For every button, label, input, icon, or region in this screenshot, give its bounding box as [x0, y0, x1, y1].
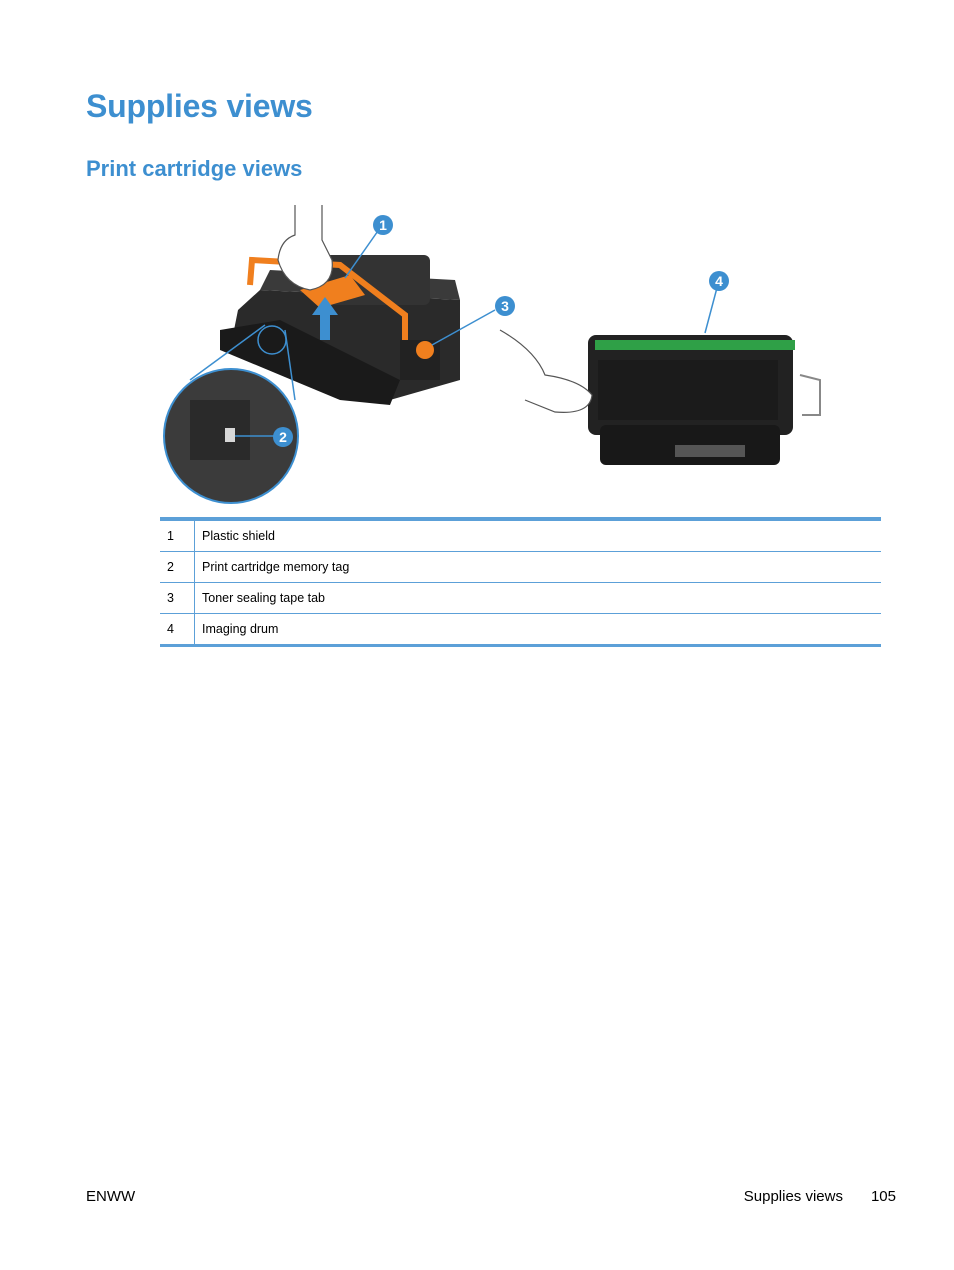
callout-description: Print cartridge memory tag	[195, 552, 882, 583]
callout-number: 3	[160, 583, 195, 614]
page-number: 105	[870, 1188, 896, 1205]
footer-section	[744, 1188, 896, 1205]
table-row	[160, 519, 881, 552]
cartridge-illustration	[160, 200, 840, 512]
svg-text:4: 4	[715, 273, 723, 289]
right-cartridge	[500, 330, 820, 465]
callout-number: 4	[160, 614, 195, 646]
svg-text:2: 2	[279, 429, 287, 445]
callout-number: 1	[160, 519, 195, 552]
callout-description: Plastic shield	[195, 519, 882, 552]
table-row	[160, 552, 881, 583]
callout-description: Toner sealing tape tab	[195, 583, 882, 614]
svg-text:3: 3	[501, 298, 509, 314]
callout-legend-table	[160, 517, 881, 647]
page-title: Supplies views	[86, 88, 313, 124]
callout-4	[709, 271, 729, 291]
callout-1	[373, 215, 393, 235]
footer-locale: ENWW	[86, 1188, 136, 1205]
callout-3	[495, 296, 515, 316]
callout-2	[273, 427, 293, 447]
svg-text:1: 1	[379, 217, 387, 233]
section-title: Print cartridge views	[86, 156, 303, 181]
footer-section-title: Supplies views	[743, 1188, 843, 1205]
callout-description: Imaging drum	[202, 622, 279, 636]
callout-number: 2	[160, 552, 195, 583]
table-row	[160, 614, 881, 646]
table-row	[160, 583, 881, 614]
